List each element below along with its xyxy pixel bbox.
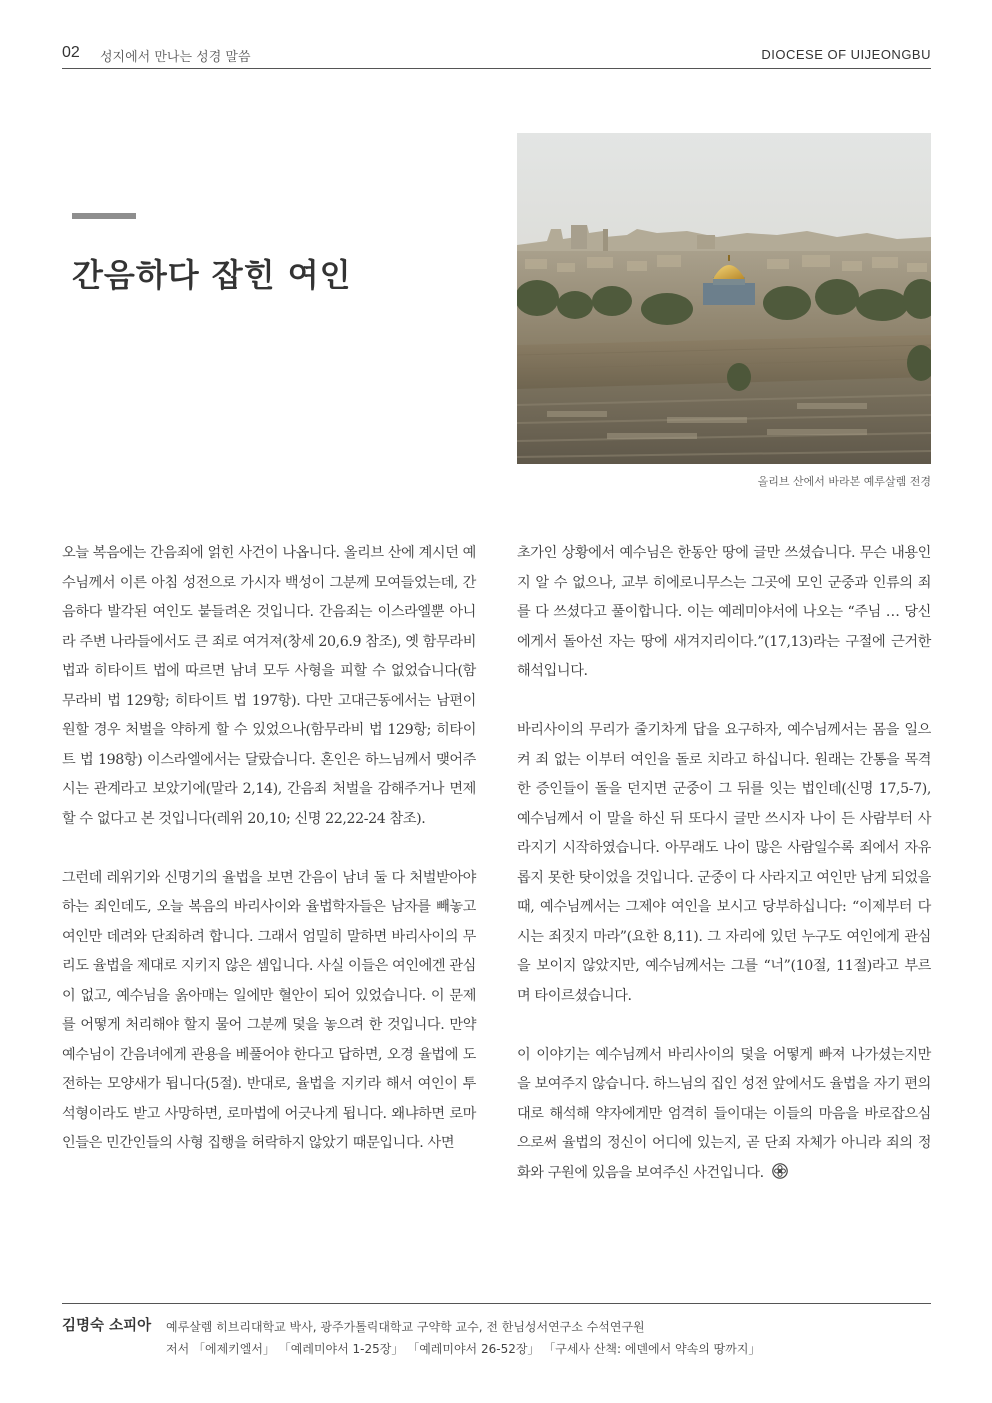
article-title: 간음하다 잡힌 여인: [72, 256, 352, 294]
body-paragraph-last: [517, 1041, 931, 1189]
section-title: 성지에서 만나는 성경 말씀: [100, 50, 251, 65]
body-paragraph: 바리사이의 무리가 줄기차게 답을 요구하자, 예수님께서는 몸을 일으켜 죄 없는 이부터 여인을 돌로 치라고 하십니다. 원래는 간통을 목격한 증인들이 돌을 던지면 군중이 그 뒤를 잇는 법인데(신명 17,5-7), 예수님께서 이 말을 하신 뒤 또다시 글만 쓰시자 나이 든 사람부터 사라지기 시작하였습니다. 아무래도 나이 많은 사람일수록 죄에서 자유롭지 못한 탓이었을 것입니다. 군중이 다 사라지고 여인만 남게 되었을 때, 예수님께서는 그제야 여인을 보시고 당부하십니다: “이제부터 다시는 죄짓지 마라”(요한 8,11). 그 자리에 있던 누구도 여인에게 관심을 보이지 않았지만, 예수님께서는 그를 “너”(10절, 11절)라고 부르며 타이르셨습니다.: [517, 722, 931, 1004]
footer-divider: [62, 1303, 931, 1304]
author-name: 김명숙 소피아: [62, 1318, 152, 1334]
publisher-name: DIOCESE OF UIJEONGBU: [761, 47, 931, 62]
jerusalem-photo: [517, 133, 931, 464]
article-column-left: [62, 539, 476, 1188]
page-header: [62, 44, 931, 69]
author-credentials: 예루살렘 히브리대학교 박사, 광주가톨릭대학교 구약학 교수, 전 한님성서연구소 수석연구원: [166, 1320, 645, 1334]
body-paragraph: 초가인 상황에서 예수님은 한동안 땅에 글만 쓰셨습니다. 무슨 내용인지 알 수 없으나, 교부 히에로니무스는 그곳에 모인 군중과 인류의 죄를 다 쓰셨다고 풀이합니다. 이는 예레미야서에 나오는 “주님 … 당신에게서 돌아선 자는 땅에 새겨지리이다.”(17,13)라는 구절에 근거한 해석입니다.: [517, 545, 931, 679]
body-paragraph-text: 이 이야기는 예수님께서 바리사이의 덫을 어떻게 빠져 나가셨는지만을 보여주지 않습니다. 하느님의 집인 성전 앞에서도 율법을 자기 편의대로 해석해 약자에게만 엄격히 들이대는 이들의 마음을 바로잡으심으로써 율법의 정신이 어디에 있는지, 곧 단죄 자체가 아니라 죄의 정화와 구원에 있음을 보여주신 사건입니다.: [517, 1046, 931, 1181]
body-paragraph: 그런데 레위기와 신명기의 율법을 보면 간음이 남녀 둘 다 처벌받아야 하는 죄인데도, 오늘 복음의 바리사이와 율법학자들은 남자를 빼놓고 여인만 데려와 단죄하려 합니다. 그래서 엄밀히 말하면 바리사이의 무리도 율법을 제대로 지키지 않은 셈입니다. 사실 이들은 여인에겐 관심이 없고, 예수님을 옭아매는 일에만 혈안이 되어 있었습니다. 이 문제를 어떻게 처리해야 할지 물어 그분께 덫을 놓으려 한 것입니다. 만약 예수님이 간음녀에게 관용을 베풀어야 한다고 답하면, 오경 율법에 도전하는 모양새가 됩니다(5절). 반대로, 율법을 지키라 해서 여인이 투석형이라도 받고 사망하면, 로마법에 어긋나게 됩니다. 왜냐하면 로마인들은 민간인들의 사형 집행을 허락하지 않았기 때문입니다. 사면: [62, 869, 476, 1151]
title-accent-bar: [72, 213, 136, 219]
photo-caption: 올리브 산에서 바라본 예루살렘 전경: [757, 475, 931, 488]
page-number: 02: [62, 44, 80, 61]
article-column-right: [517, 539, 931, 1218]
flower-end-mark-icon: [772, 1161, 788, 1177]
author-bio: [166, 1316, 760, 1360]
body-paragraph: 오늘 복음에는 간음죄에 얽힌 사건이 나옵니다. 올리브 산에 계시던 예수님께서 이른 아침 성전으로 가시자 백성이 그분께 모여들었는데, 간음하다 발각된 여인도 붙들려온 것입니다. 간음죄는 이스라엘뿐 아니라 주변 나라들에서도 큰 죄로 여겨져(창세 20,6.9 참조), 옛 함무라비 법과 히타이트 법에 따르면 남녀 모두 사형을 피할 수 없었습니다(함무라비 법 129항; 히타이트 법 197항). 다만 고대근동에서는 남편이 원할 경우 처벌을 약하게 할 수 있었으나(함무라비 법 129항; 히타이트 법 198항) 이스라엘에서는 달랐습니다. 혼인은 하느님께서 맺어주시는 관계라고 보았기에(말라 2,14), 간음죄 처벌을 감해주거나 면제할 수 없다고 본 것입니다(레위 20,10; 신명 22,22-24 참조).: [62, 545, 476, 827]
author-books: 저서 「에제키엘서」 「예레미야서 1-25장」 「예레미야서 26-52장」 「구세사 산책: 에덴에서 약속의 땅까지」: [166, 1342, 761, 1356]
